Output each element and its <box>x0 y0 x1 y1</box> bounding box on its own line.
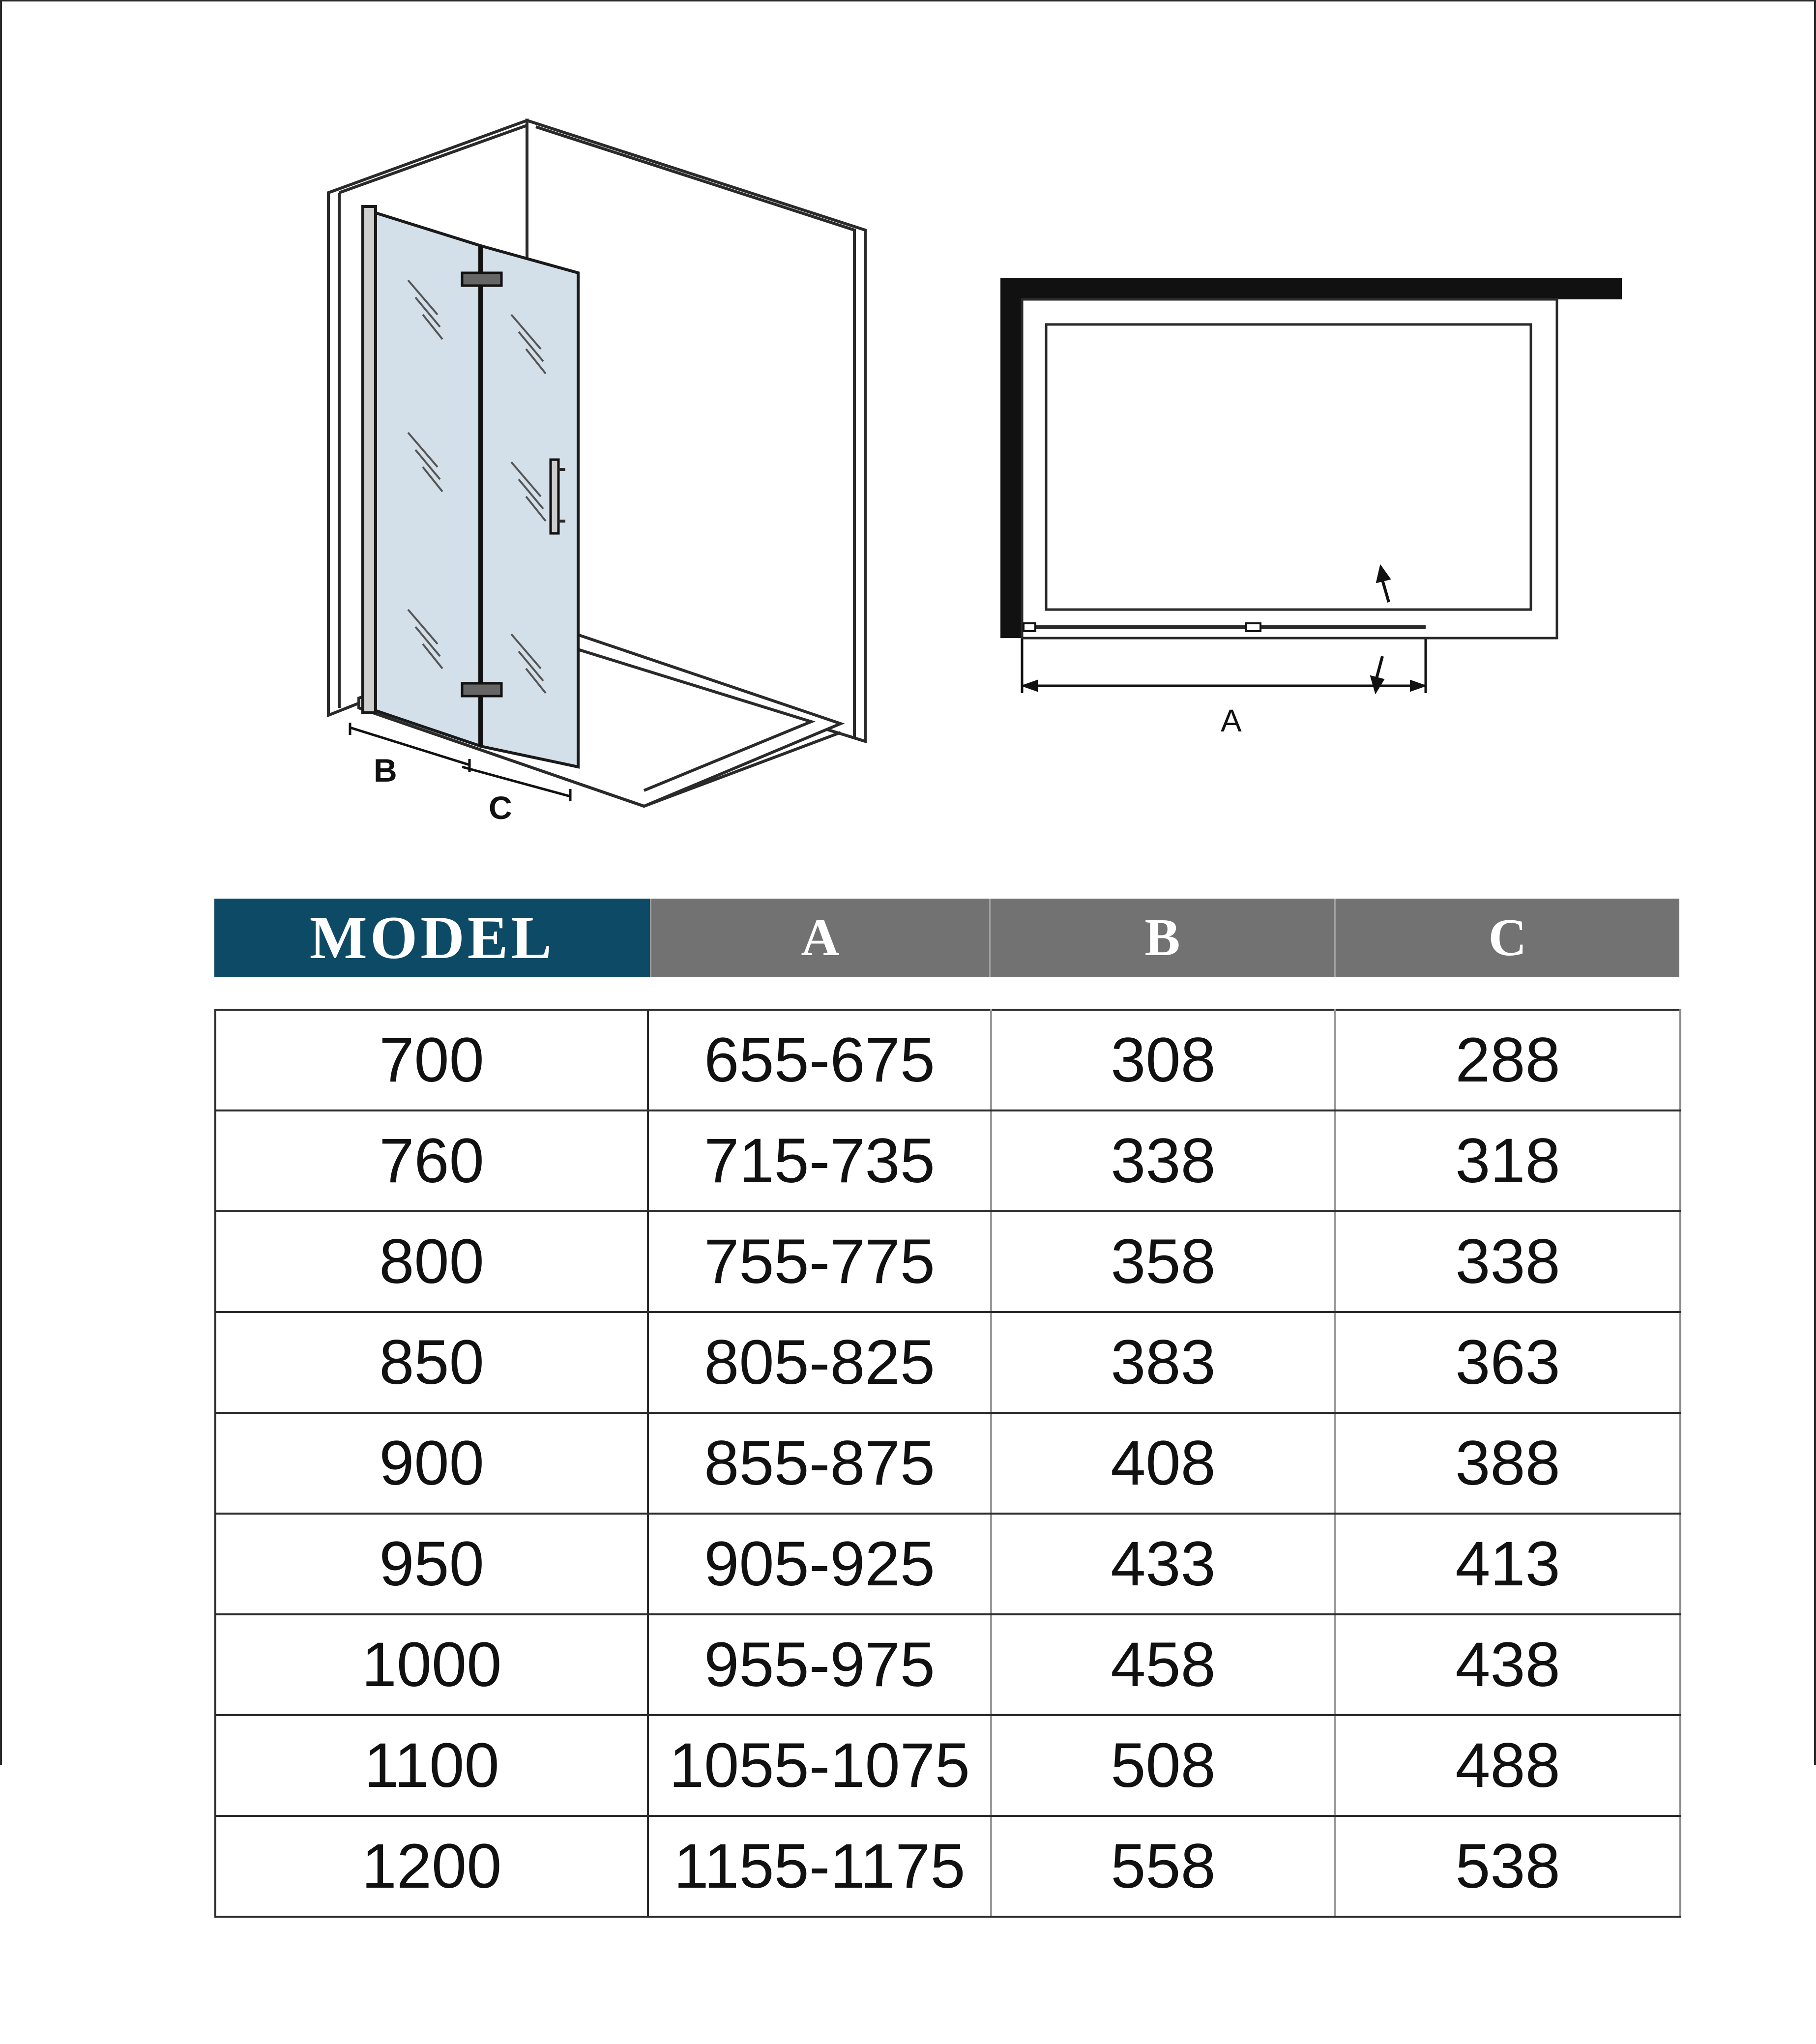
cell-a: 855-875 <box>648 1413 991 1514</box>
plan-tray-inner <box>1046 324 1531 610</box>
cell-a: 755-775 <box>648 1211 991 1312</box>
cell-b: 458 <box>991 1614 1335 1715</box>
table-row <box>215 1514 1680 1614</box>
cell-c: 318 <box>1335 1110 1680 1211</box>
cell-model: 1000 <box>215 1614 648 1715</box>
dimension-a <box>1022 639 1426 693</box>
cell-c: 538 <box>1335 1816 1680 1917</box>
table-row <box>215 1413 1680 1514</box>
cell-model: 950 <box>215 1514 648 1614</box>
plan-wall-top <box>1000 278 1622 299</box>
plan-hinge-left <box>1024 623 1035 631</box>
cell-b: 338 <box>991 1110 1335 1211</box>
table-header <box>214 899 1679 977</box>
header-model: MODEL <box>214 899 650 977</box>
cell-a: 955-975 <box>648 1614 991 1715</box>
cell-a: 1155-1175 <box>648 1816 991 1917</box>
table-row <box>215 1110 1680 1211</box>
plan-view <box>1000 278 1622 693</box>
cell-c: 413 <box>1335 1514 1680 1614</box>
table-row <box>215 1312 1680 1413</box>
cell-b: 408 <box>991 1413 1335 1514</box>
cell-model: 700 <box>215 1010 648 1110</box>
header-b: B <box>989 899 1334 977</box>
table-row <box>215 1816 1680 1917</box>
cell-c: 438 <box>1335 1614 1680 1715</box>
table-row <box>215 1614 1680 1715</box>
size-table <box>214 1009 1681 1918</box>
cell-model: 1100 <box>215 1715 648 1816</box>
cell-b: 558 <box>991 1816 1335 1917</box>
hinge-bottom <box>462 683 501 696</box>
cell-c: 388 <box>1335 1413 1680 1514</box>
dimension-label-a: A <box>1221 703 1242 738</box>
perspective-view <box>328 120 865 806</box>
plan-tray-outer <box>1022 299 1557 638</box>
table-row <box>215 1715 1680 1816</box>
cell-model: 760 <box>215 1110 648 1211</box>
cell-b: 383 <box>991 1312 1335 1413</box>
cell-b: 433 <box>991 1514 1335 1614</box>
cell-a: 655-675 <box>648 1010 991 1110</box>
cell-c: 338 <box>1335 1211 1680 1312</box>
dimension-label-b: B <box>374 752 397 788</box>
header-a: A <box>650 899 989 977</box>
plan-wall-left <box>1000 278 1022 638</box>
cell-b: 308 <box>991 1010 1335 1110</box>
wall-profile <box>363 206 376 713</box>
cell-a: 715-735 <box>648 1110 991 1211</box>
cell-a: 905-925 <box>648 1514 991 1614</box>
cell-a: 1055-1075 <box>648 1715 991 1816</box>
table-row <box>215 1010 1680 1110</box>
cell-b: 358 <box>991 1211 1335 1312</box>
cell-a: 805-825 <box>648 1312 991 1413</box>
header-c: C <box>1334 899 1679 977</box>
diagram-area <box>0 0 1816 865</box>
cell-c: 488 <box>1335 1715 1680 1816</box>
cell-model: 900 <box>215 1413 648 1514</box>
plan-hinge-middle <box>1246 623 1260 631</box>
cell-model: 850 <box>215 1312 648 1413</box>
cell-model: 1200 <box>215 1816 648 1917</box>
cell-c: 363 <box>1335 1312 1680 1413</box>
cell-c: 288 <box>1335 1010 1680 1110</box>
table-row <box>215 1211 1680 1312</box>
cell-b: 508 <box>991 1715 1335 1816</box>
glass-panel-left <box>368 210 481 746</box>
door-handle <box>551 460 558 533</box>
dimension-label-c: C <box>489 789 512 826</box>
cell-model: 800 <box>215 1211 648 1312</box>
hinge-top <box>462 273 501 286</box>
